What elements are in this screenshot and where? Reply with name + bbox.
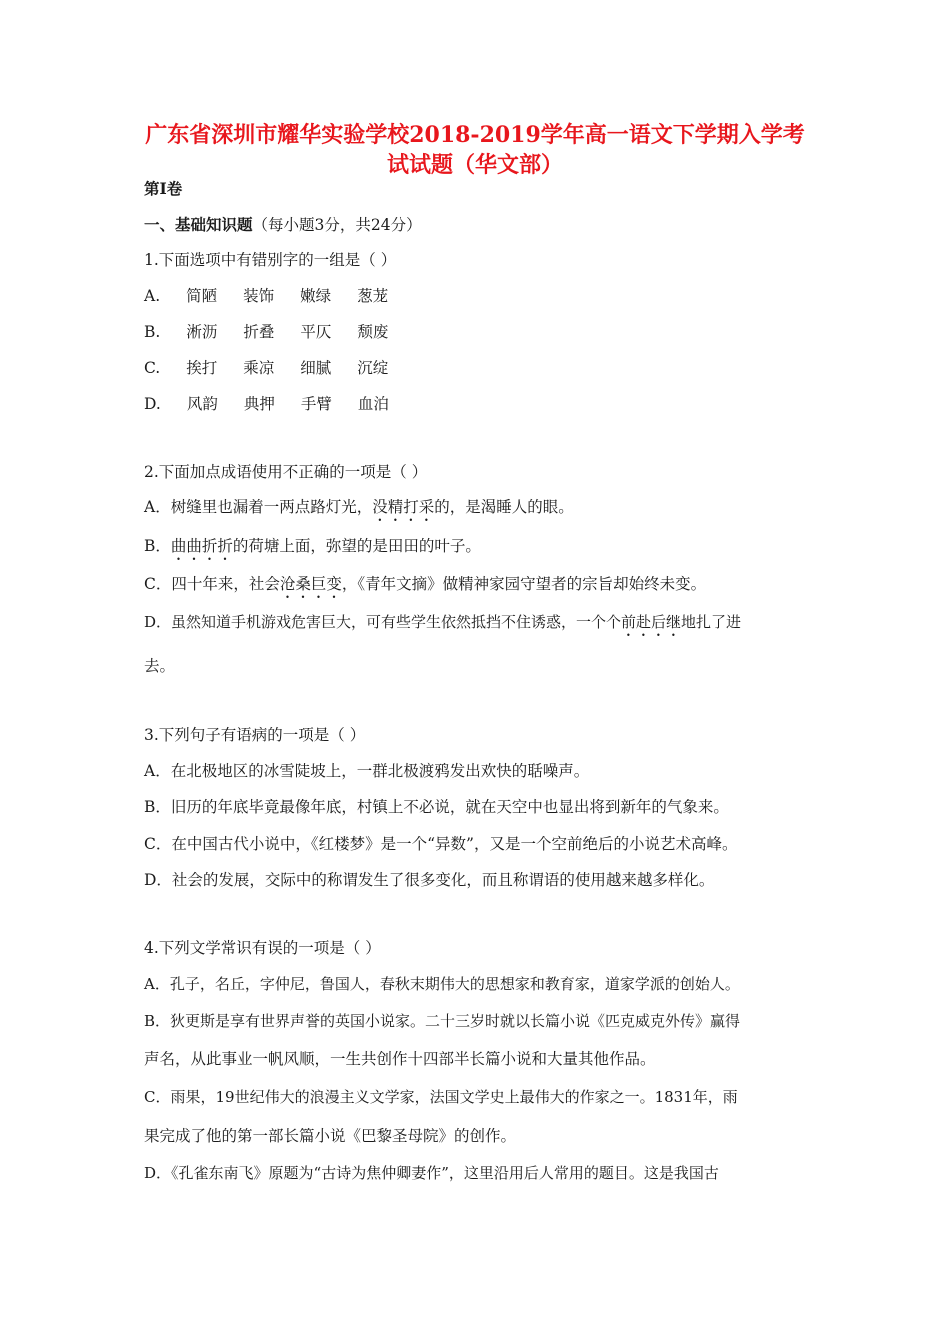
q2-option-a <box>144 496 574 525</box>
option-text: 地扎了进 <box>681 613 742 631</box>
option-word: 风韵 <box>186 395 218 413</box>
q2-stem: 2.下面加点成语使用不正确的一项是（ ） <box>144 463 428 481</box>
option-word: 沉绽 <box>357 359 389 377</box>
option-word: 颓废 <box>357 323 389 341</box>
option-word: 装饰 <box>243 287 275 305</box>
option-word: 典押 <box>243 395 275 413</box>
q2-option-d-continued: 去。 <box>144 657 176 675</box>
option-letter: B. <box>144 323 161 341</box>
q4-stem: 4.下列文学常识有误的一项是（ ） <box>144 939 381 957</box>
q3-option-b: B．旧历的年底毕竟最像年底，村镇上不必说，就在天空中也显出将到新年的气象来。 <box>144 798 729 816</box>
option-word: 细腻 <box>300 359 332 377</box>
option-word: 挨打 <box>186 359 218 377</box>
section-title: 一、基础知识题 <box>144 215 253 234</box>
q3-stem: 3.下列句子有语病的一项是（ ） <box>144 726 366 744</box>
q2-option-b <box>144 535 481 564</box>
option-letter: C. <box>144 359 161 377</box>
q4-option-a: A．孔子，名丘，字仲尼，鲁国人，春秋末期伟大的思想家和教育家，道家学派的创始人。 <box>144 975 740 993</box>
q3-option-a: A．在北极地区的冰雪陡坡上，一群北极渡鸦发出欢快的聒噪声。 <box>144 762 590 780</box>
q1-stem: 1.下面选项中有错别字的一组是（ ） <box>144 251 397 269</box>
q1-option-a <box>144 285 414 307</box>
option-letter: A. <box>144 287 161 305</box>
option-word: 淅沥 <box>186 323 218 341</box>
q1-option-d <box>144 393 415 415</box>
option-word: 平仄 <box>300 323 332 341</box>
option-text: 的，是渴睡人的眼。 <box>434 498 574 516</box>
q1-option-c <box>144 357 414 379</box>
option-word: 葱茏 <box>357 287 389 305</box>
q2-option-d <box>144 611 741 640</box>
section-note: （每小题3分，共24分） <box>252 216 422 234</box>
option-word: 嫩绿 <box>300 287 332 305</box>
q4-option-c-continued: 果完成了他的第一部长篇小说《巴黎圣母院》的创作。 <box>144 1127 517 1145</box>
option-word: 血泊 <box>357 395 389 413</box>
option-text: ，《青年文摘》做精神家园守望者的宗旨却始终未变。 <box>341 575 707 593</box>
option-word: 手臂 <box>300 395 332 413</box>
q2-option-c <box>144 573 706 602</box>
document-title <box>100 120 850 180</box>
option-text: A．树缝里也漏着一两点路灯光， <box>144 498 373 516</box>
q4-option-d: D．《孔雀东南飞》原题为“古诗为焦仲卿妻作”，这里沿用后人常用的题目。这是我国古 <box>144 1164 719 1182</box>
volume-label: 第Ⅰ卷 <box>144 179 183 198</box>
dotted-idiom: 曲曲折折 <box>170 537 233 555</box>
option-letter: D. <box>144 395 161 413</box>
title-line-1: 广东省深圳市耀华实验学校2018-2019学年高一语文下学期入学考 <box>145 122 805 148</box>
q3-option-c: C．在中国古代小说中，《红楼梦》是一个“异数”，又是一个空前绝后的小说艺术高峰。 <box>144 835 738 853</box>
dotted-idiom: 前赴后继 <box>621 613 682 631</box>
q4-option-c: C．雨果，19世纪伟大的浪漫主义文学家，法国文学史上最伟大的作家之一。1831年，雨 <box>144 1088 738 1106</box>
option-word: 折叠 <box>243 323 275 341</box>
option-text: D．虽然知道手机游戏危害巨大，可有些学生依然抵挡不住诱惑，一个个 <box>144 613 622 631</box>
option-text: C．四十年来，社会 <box>144 575 280 593</box>
option-text: B． <box>144 537 171 555</box>
title-line-2: 试试题（华文部） <box>386 152 563 178</box>
option-text: 的荷塘上面，弥望的是田田的叶子。 <box>232 537 481 555</box>
option-word: 简陋 <box>186 287 218 305</box>
q4-option-b-continued: 声名，从此事业一帆风顺，一生共创作十四部半长篇小说和大量其他作品。 <box>144 1050 656 1068</box>
q1-option-b <box>144 321 414 343</box>
q3-option-d: D．社会的发展，交际中的称谓发生了很多变化，而且称谓语的使用越来越多样化。 <box>144 871 715 889</box>
dotted-idiom: 沧桑巨变 <box>279 575 342 593</box>
section-heading <box>144 214 422 236</box>
q4-option-b: B．狄更斯是享有世界声誉的英国小说家。二十三岁时就以长篇小说《匹克威克外传》赢得 <box>144 1012 741 1030</box>
option-word: 乘凉 <box>243 359 275 377</box>
dotted-idiom: 没精打采 <box>372 498 435 516</box>
